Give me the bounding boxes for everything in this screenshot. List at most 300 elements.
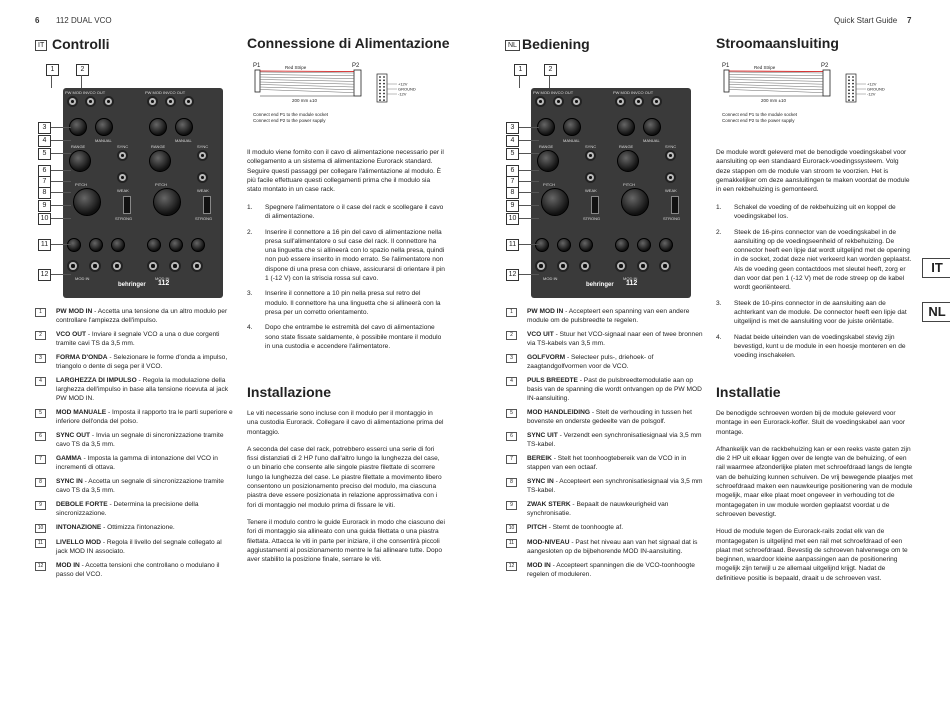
- cable-wire: [260, 80, 354, 82]
- callout-3: 3: [506, 122, 519, 134]
- callout-5: 5: [38, 148, 51, 160]
- mod-level-knob-3[interactable]: [111, 238, 125, 252]
- legend-description: - Stemt de toonhoogte af.: [546, 524, 624, 531]
- sync-out-jack[interactable]: [665, 150, 676, 161]
- callout-leader: [51, 153, 71, 154]
- legend-text: [527, 454, 704, 472]
- it-install-text: [247, 409, 445, 572]
- sync-in-jack[interactable]: [197, 172, 208, 183]
- label-pitch: PITCH: [543, 182, 555, 187]
- mod-in-jack-3[interactable]: [659, 260, 671, 272]
- cable-svg: [716, 60, 916, 135]
- pin: [383, 76, 385, 78]
- legend-number: 6: [35, 432, 46, 441]
- legend-term: SYNC IN: [527, 478, 554, 485]
- it-install-title: Installazione: [247, 384, 332, 400]
- callout-1: 1: [514, 64, 527, 76]
- callout-leader: [519, 205, 539, 206]
- nl-power-intro: De module wordt geleverd met de benodigde voedingskabel voor aansluiting op een standaard Eurorack-voedingssysteem. Volg deze stappen om de module van stroom te voorzien. Het is gemakkelijker om deze aansluitingen te maken voordat de module in een rekbehuizing is gemonteerd.: [716, 149, 910, 194]
- step-text: Spegnere l'alimentatore o il case del rack e scollegare il cavo di alimentazione.: [265, 204, 444, 221]
- legend-term: MOD IN: [527, 562, 551, 569]
- legend-description: - Accepteert een spanning van een andere module om de pulsbreedte te regelen.: [527, 308, 690, 324]
- power-step: [247, 323, 445, 351]
- legend-term: MOD IN: [56, 562, 80, 569]
- legend-term: SYNC UIT: [527, 432, 558, 439]
- step-number: 3.: [716, 299, 722, 307]
- callout-4: 4: [38, 135, 51, 147]
- legend-item: [506, 561, 704, 579]
- power-step: [716, 228, 914, 293]
- power-step: [716, 203, 914, 222]
- callout-leader: [51, 244, 71, 245]
- legend-item: [35, 561, 233, 579]
- cable-wire: [260, 87, 354, 90]
- pin: [848, 79, 850, 81]
- pin: [379, 76, 381, 78]
- callout-10: 10: [506, 213, 519, 225]
- p1-connector: [724, 70, 729, 92]
- right-doc-title: Quick Start Guide: [834, 16, 898, 25]
- legend-term: MOD HANDLEIDING: [527, 409, 591, 416]
- label-sync: SYNC: [665, 144, 677, 149]
- callout-leader: [81, 75, 82, 88]
- install-paragraph: Tenere il modulo contro le guide Eurorack in modo che ciascuno dei fori di montaggio sia allineato con una guida filettata o una piastra filettata. Attacca le viti in parte per iniziare, il che consentirà piccoli aggiustamenti al posizionamento mentre le fai allineare tutte. Dopo aver stabilito la posizione finale, serrare le viti.: [247, 518, 445, 564]
- nl-power-steps: [716, 203, 914, 366]
- mod-in-jack-2[interactable]: [89, 260, 101, 272]
- step-text: Steek de 10-pins connector in de aansluiting aan de achterkant van de module. De connector heeft een lipje dat uitgelijnd is met de aansluiting voor de juiste oriëntatie.: [734, 299, 907, 326]
- mod-level-knob-1[interactable]: [615, 238, 629, 252]
- mod-in-jack-1[interactable]: [615, 260, 627, 272]
- step-number: 4.: [716, 333, 722, 341]
- legend-term: PITCH: [527, 524, 547, 531]
- waveform-knob[interactable]: [149, 118, 167, 136]
- legend-text: [527, 376, 704, 403]
- sync-in-jack[interactable]: [665, 172, 676, 183]
- nl-power-cable-diagram: [716, 60, 916, 135]
- power-step: [716, 333, 914, 361]
- pin: [848, 89, 850, 91]
- pulse-width-knob[interactable]: [563, 118, 581, 136]
- step-text: Steek de 16-pins connector van de voedingskabel in de aansluiting op de voedingseenheid of rekbehuizing. De connector heeft een lipje dat wordt uitgelijnd met de opening in de socket, zodat deze niet verkeerd kan worden geplaatst. Als de voeding geen contactdoos met sleutel heeft, zorg er dan voor dat pen 1 (-12 V) met de rode streep op de kabel wordt georiënteerd.: [734, 228, 912, 292]
- cable-svg: [247, 60, 447, 135]
- label-strong: STRONG: [115, 216, 133, 221]
- mod-in-jack-1[interactable]: [147, 260, 159, 272]
- pw-mod-in-jack[interactable]: [147, 96, 158, 107]
- callout-leader: [549, 75, 550, 88]
- pin: [848, 83, 850, 85]
- legend-number: 8: [506, 478, 517, 487]
- label-vco-out: VCO OUT: [635, 90, 654, 95]
- mod-in-jack-2[interactable]: [637, 260, 649, 272]
- callout-leader: [519, 140, 539, 141]
- legend-item: [506, 523, 704, 533]
- legend-item: [35, 454, 233, 472]
- callout-7: 7: [38, 176, 51, 188]
- pulse-width-knob[interactable]: [95, 118, 113, 136]
- cable-wire: [260, 82, 354, 84]
- cable-wire: [260, 72, 354, 73]
- legend-description: - Bepaalt de nauwkeurigheid van synchronisatie.: [527, 501, 669, 517]
- legend-number: 9: [506, 501, 517, 510]
- mod-in-jack-1[interactable]: [535, 260, 547, 272]
- label-weak: WEAK: [197, 188, 209, 193]
- legend-item: [35, 500, 233, 518]
- legend-description: - Accetta una tensione da un altro modulo per controllare l'ampiezza dell'impulso.: [56, 308, 228, 324]
- legend-term: SYNC OUT: [56, 432, 91, 439]
- legend-text: [527, 523, 623, 533]
- mod-level-knob-2[interactable]: [169, 238, 183, 252]
- label-pw-mod-in: PW MOD IN: [613, 90, 635, 95]
- callout-4: 4: [506, 135, 519, 147]
- legend-term: PW MOD IN: [527, 308, 564, 315]
- pw-mod-in-jack[interactable]: [535, 96, 546, 107]
- waveform-knob[interactable]: [69, 118, 87, 136]
- legend-item: [35, 353, 233, 371]
- callout-11: 11: [506, 239, 519, 251]
- pin: [852, 79, 854, 81]
- callout-leader: [519, 170, 539, 171]
- range-knob[interactable]: [537, 150, 559, 172]
- pin-header: [377, 74, 387, 102]
- callout-leader: [51, 75, 52, 88]
- legend-term: MOD MANUALE: [56, 409, 107, 416]
- callout-5: 5: [506, 148, 519, 160]
- callout-leader: [51, 127, 71, 128]
- legend-text: [56, 408, 233, 426]
- legend-text: [56, 477, 233, 495]
- red-stripe-label: Red Stripe: [285, 65, 307, 70]
- mod-in-jack-2[interactable]: [169, 260, 181, 272]
- legend-term: LIVELLO MOD: [56, 539, 102, 546]
- pin: [379, 89, 381, 91]
- model-number: 112: [158, 280, 170, 287]
- pin: [852, 99, 854, 101]
- pin-label-1: GROUND: [398, 86, 416, 92]
- mod-level-knob-2[interactable]: [89, 238, 103, 252]
- diagram-caption-2: Connect end P2 to the power supply: [253, 118, 326, 123]
- label-sync: SYNC: [197, 144, 209, 149]
- pin: [383, 96, 385, 98]
- legend-description: - Regola la modulazione della larghezza dell'impulso in base alla tensione ricevuta al jack PW MOD IN.: [56, 377, 229, 402]
- mod-level-knob-3[interactable]: [659, 238, 673, 252]
- legend-item: [35, 431, 233, 449]
- step-text: Dopo che entrambe le estremità del cavo di alimentazione sono state fissate saldamente, è possibile montare il modulo in una custodia e accendere l'alimentatore.: [265, 324, 442, 350]
- mod-in-jack-2[interactable]: [557, 260, 569, 272]
- legend-description: - Determina la precisione della sincronizzazione.: [56, 501, 199, 517]
- legend-number: 10: [35, 524, 46, 533]
- vco-out-jack-2[interactable]: [103, 96, 114, 107]
- pulse-width-knob[interactable]: [175, 118, 193, 136]
- range-knob[interactable]: [69, 150, 91, 172]
- legend-description: - Stuur het VCO-signaal naar een of twee bronnen via TS-kabels van 3,5 mm.: [527, 331, 703, 347]
- step-number: 2.: [247, 228, 253, 236]
- mod-level-knob-1[interactable]: [535, 238, 549, 252]
- legend-description: - Stelt de verhouding in tussen het bovenste en onderste gedeelte van de polsgolf.: [527, 409, 692, 425]
- vco-out-jack[interactable]: [165, 96, 176, 107]
- pin-label-2: -12V: [867, 91, 876, 97]
- range-knob[interactable]: [617, 150, 639, 172]
- side-tab-it[interactable]: IT: [922, 258, 950, 278]
- it-controls-title: Controlli: [52, 36, 110, 52]
- weak-strong-switch[interactable]: [591, 196, 599, 214]
- legend-text: [527, 307, 704, 325]
- legend-item: [35, 330, 233, 348]
- length-label: 200 mm ±10: [292, 98, 317, 103]
- pw-mod-in-jack[interactable]: [615, 96, 626, 107]
- pin-header: [846, 74, 856, 102]
- legend-description: - Selecteer puls-, driehoek- of zaagtandgolfvormen voor de VCO.: [527, 354, 654, 370]
- cable-wire: [729, 85, 823, 88]
- callout-11: 11: [38, 239, 51, 251]
- p2-label: P2: [821, 63, 829, 69]
- weak-strong-switch[interactable]: [123, 196, 131, 214]
- legend-text: [56, 431, 233, 449]
- label-strong: STRONG: [195, 216, 213, 221]
- diagram-caption-2: Connect end P2 to the power supply: [722, 118, 795, 123]
- label-manual: MANUAL: [563, 138, 580, 143]
- legend-description: - Invia un segnale di sincronizzazione tramite cavo TS da 3,5 mm.: [56, 432, 224, 448]
- cable-wire: [260, 85, 354, 88]
- label-manual: MANUAL: [643, 138, 660, 143]
- legend-term: INTONAZIONE: [56, 524, 102, 531]
- label-vco-out: VCO OUT: [167, 90, 186, 95]
- legend-description: - Imposta il rapporto tra le parti superiore e inferiore dell'onda del polso.: [56, 409, 233, 425]
- install-paragraph: Houd de module tegen de Eurorack-rails zodat elk van de montagegaten is uitgelijnd met een rail met schroefdraad of een plaat met schroefdraad. Bevestig de schroeven halverwege om te beginnen, waardoor kleine aanpassingen aan de positionering mogelijk zijn terwijl u ze allemaal uitgelijnd krijgt. Nadat de definitieve positie is bepaald, draait u de schroeven vast.: [716, 528, 908, 582]
- label-range: RANGE: [151, 144, 166, 149]
- legend-text: [56, 376, 233, 403]
- p2-connector: [354, 70, 361, 96]
- callout-leader: [519, 181, 539, 182]
- mod-level-knob-2[interactable]: [557, 238, 571, 252]
- pitch-knob[interactable]: [621, 188, 649, 216]
- pin: [383, 99, 385, 101]
- range-knob[interactable]: [149, 150, 171, 172]
- legend-text: [527, 353, 704, 371]
- pin-label-0: +12V: [867, 81, 877, 87]
- callout-8: 8: [506, 187, 519, 199]
- label-weak: WEAK: [585, 188, 597, 193]
- step-number: 4.: [247, 324, 253, 332]
- vco-out-jack-2[interactable]: [571, 96, 582, 107]
- cable-wire: [729, 77, 823, 79]
- legend-item: [506, 538, 704, 556]
- legend-text: [56, 538, 233, 556]
- callout-7: 7: [506, 176, 519, 188]
- sync-out-jack[interactable]: [585, 150, 596, 161]
- legend-description: - Imposta la gamma di intonazione del VCO in incrementi di ottava.: [56, 455, 218, 471]
- legend-description: - Past de pulsbreedtemodulatie aan op basis van de spanning die wordt ontvangen op de PW MOD IN-aansluiting.: [527, 377, 702, 402]
- label-pitch: PITCH: [155, 182, 167, 187]
- legend-number: 9: [35, 501, 46, 510]
- legend-number: 11: [506, 539, 517, 548]
- legend-term: GAMMA: [56, 455, 82, 462]
- legend-item: [506, 330, 704, 348]
- callout-leader: [51, 205, 71, 206]
- legend-item: [35, 477, 233, 495]
- legend-item: [35, 307, 233, 325]
- power-step: [247, 289, 445, 317]
- callout-leader: [51, 181, 71, 182]
- cable-wire: [729, 75, 823, 76]
- legend-item: [506, 431, 704, 449]
- left-product-name: 112 DUAL VCO: [56, 16, 112, 25]
- red-stripe-label: Red Stripe: [754, 65, 776, 70]
- mod-level-knob-3[interactable]: [579, 238, 593, 252]
- pin: [852, 86, 854, 88]
- legend-text: [527, 561, 704, 579]
- vco-out-jack[interactable]: [553, 96, 564, 107]
- vco-out-jack-2[interactable]: [651, 96, 662, 107]
- sync-out-jack[interactable]: [197, 150, 208, 161]
- mod-level-knob-1[interactable]: [67, 238, 81, 252]
- it-language-tag: IT: [35, 40, 47, 51]
- legend-description: - Stelt het toonhoogtebereik van de VCO in in stappen van een octaaf.: [527, 455, 687, 471]
- legend-term: GOLFVORM: [527, 354, 566, 361]
- legend-item: [506, 353, 704, 371]
- legend-text: [56, 307, 233, 325]
- vco-out-jack-2[interactable]: [183, 96, 194, 107]
- mod-in-jack-3[interactable]: [191, 260, 203, 272]
- legend-text: [527, 330, 704, 348]
- p2-label: P2: [352, 63, 360, 69]
- sync-in-jack[interactable]: [585, 172, 596, 183]
- left-page-number: 6: [35, 16, 40, 25]
- legend-item: [506, 408, 704, 426]
- callout-leader: [519, 75, 520, 88]
- legend-item: [35, 538, 233, 556]
- callout-leader: [51, 170, 71, 171]
- pin: [848, 96, 850, 98]
- label-mod-in: MOD IN: [75, 276, 90, 281]
- callout-leader: [51, 192, 71, 193]
- legend-item: [506, 500, 704, 518]
- step-number: 1.: [247, 204, 253, 211]
- vco-out-jack[interactable]: [633, 96, 644, 107]
- callout-leader: [519, 127, 539, 128]
- label-mod-in: MOD IN: [543, 276, 558, 281]
- mod-level-knob-2[interactable]: [637, 238, 651, 252]
- legend-number: 1: [35, 308, 46, 317]
- legend-item: [35, 523, 233, 533]
- legend-description: - Inviare il segnale VCO a una o due corgenti tramite cavi TS da 3,5 mm.: [56, 331, 220, 347]
- callout-9: 9: [38, 200, 51, 212]
- pin: [383, 86, 385, 88]
- legend-number: 8: [35, 478, 46, 487]
- pin: [379, 93, 381, 95]
- side-tab-nl[interactable]: NL: [922, 302, 950, 322]
- waveform-knob[interactable]: [537, 118, 555, 136]
- callout-12: 12: [506, 269, 519, 281]
- it-power-steps: [247, 203, 445, 357]
- pitch-knob[interactable]: [541, 188, 569, 216]
- p1-label: P1: [253, 63, 261, 69]
- legend-term: SYNC IN: [56, 478, 83, 485]
- pin: [852, 83, 854, 85]
- callout-leader: [51, 140, 71, 141]
- label-weak: WEAK: [665, 188, 677, 193]
- step-text: Nadat beide uiteinden van de voedingskabel stevig zijn bevestigd, kunt u de module in een hoesje monteren en de voeding inschakelen.: [734, 333, 906, 360]
- callout-leader: [51, 218, 71, 219]
- mod-level-knob-3[interactable]: [191, 238, 205, 252]
- mod-in-jack-3[interactable]: [579, 260, 591, 272]
- install-paragraph: A seconda del case del rack, potrebbero esserci una serie di fori fissi distanziati di 2 HP l'uno dall'altro lungo la lunghezza del case, o un binario che consente alle singole piastre filettate di scorrere lungo la lunghezza del case. Le piastre filettate a movimento libero consentono un posizionamento preciso del modulo, ma ciascuna piastra deve essere posizionata in relazione approssimativa con i fori di montaggio nel modulo prima di fissare le viti.: [247, 445, 442, 509]
- label-range: RANGE: [619, 144, 634, 149]
- pw-mod-in-jack[interactable]: [67, 96, 78, 107]
- nl-install-title: Installatie: [716, 384, 781, 400]
- p2-connector: [823, 70, 830, 96]
- pulse-width-knob[interactable]: [643, 118, 661, 136]
- legend-description: - Accepteert spanningen die de VCO-toonhoogte regelen of moduleren.: [527, 562, 695, 578]
- legend-term: VCO UIT: [527, 331, 554, 338]
- pin: [383, 79, 385, 81]
- callout-leader: [519, 244, 539, 245]
- legend-item: [506, 477, 704, 495]
- legend-number: 2: [35, 331, 46, 340]
- red-stripe-wire: [260, 71, 354, 72]
- pin: [848, 99, 850, 101]
- right-page-number: 7: [907, 16, 912, 25]
- step-number: 1.: [716, 204, 722, 211]
- sync-out-jack[interactable]: [117, 150, 128, 161]
- brand-logo: behringer: [586, 282, 614, 288]
- diagram-caption-1: Connect end P1 to the module socket: [722, 112, 798, 117]
- legend-description: - Past het niveau aan van het signaal dat is aangesloten op de bijbehorende MOD IN-aansluiting.: [527, 539, 698, 555]
- module-panel: [531, 88, 691, 298]
- pin: [848, 86, 850, 88]
- label-sync: SYNC: [117, 144, 129, 149]
- mod-level-knob-1[interactable]: [147, 238, 161, 252]
- vco-out-jack[interactable]: [85, 96, 96, 107]
- it-power-intro: Il modulo viene fornito con il cavo di alimentazione necessario per il collegamento a un sistema di alimentazione Eurorack standard. Seguire questi passaggi per collegare l'alimentazione al modulo. È più facile effettuare questi collegamenti prima che il modulo sia stato montato in un case rack.: [247, 149, 444, 194]
- step-text: Inserire il connettore a 10 pin nella presa sul retro del modulo. Il connettore ha una linguetta che si allineerà con la presa per un corretto orientamento.: [265, 290, 441, 316]
- legend-item: [35, 376, 233, 403]
- callout-leader: [519, 218, 539, 219]
- legend-description: - Ottimizza l'intonazione.: [101, 524, 175, 531]
- label-weak: WEAK: [117, 188, 129, 193]
- legend-number: 6: [506, 432, 517, 441]
- callout-3: 3: [38, 122, 51, 134]
- legend-number: 12: [35, 562, 46, 571]
- label-pitch: PITCH: [75, 182, 87, 187]
- p1-connector: [255, 70, 260, 92]
- legend-text: [56, 454, 233, 472]
- callout-leader: [519, 153, 539, 154]
- legend-term: PULS BREEDTE: [527, 377, 578, 384]
- label-strong: STRONG: [583, 216, 601, 221]
- weak-strong-switch[interactable]: [671, 196, 679, 214]
- pitch-knob[interactable]: [73, 188, 101, 216]
- sync-in-jack[interactable]: [117, 172, 128, 183]
- legend-item: [506, 307, 704, 325]
- legend-number: 2: [506, 331, 517, 340]
- callout-6: 6: [38, 165, 51, 177]
- legend-text: [56, 330, 233, 348]
- mod-in-jack-3[interactable]: [111, 260, 123, 272]
- label-vco-out: VCO OUT: [87, 90, 106, 95]
- mod-in-jack-1[interactable]: [67, 260, 79, 272]
- weak-strong-switch[interactable]: [203, 196, 211, 214]
- callout-2: 2: [76, 64, 89, 76]
- legend-description: - Accepteert een synchronisatiesignaal via 3,5 mm TS-kabel.: [527, 478, 703, 494]
- pitch-knob[interactable]: [153, 188, 181, 216]
- brand-logo: behringer: [118, 282, 146, 288]
- legend-number: 5: [35, 409, 46, 418]
- legend-item: [506, 454, 704, 472]
- label-sync: SYNC: [585, 144, 597, 149]
- waveform-knob[interactable]: [617, 118, 635, 136]
- legend-term: VCO OUT: [56, 331, 87, 338]
- red-stripe-wire: [729, 71, 823, 72]
